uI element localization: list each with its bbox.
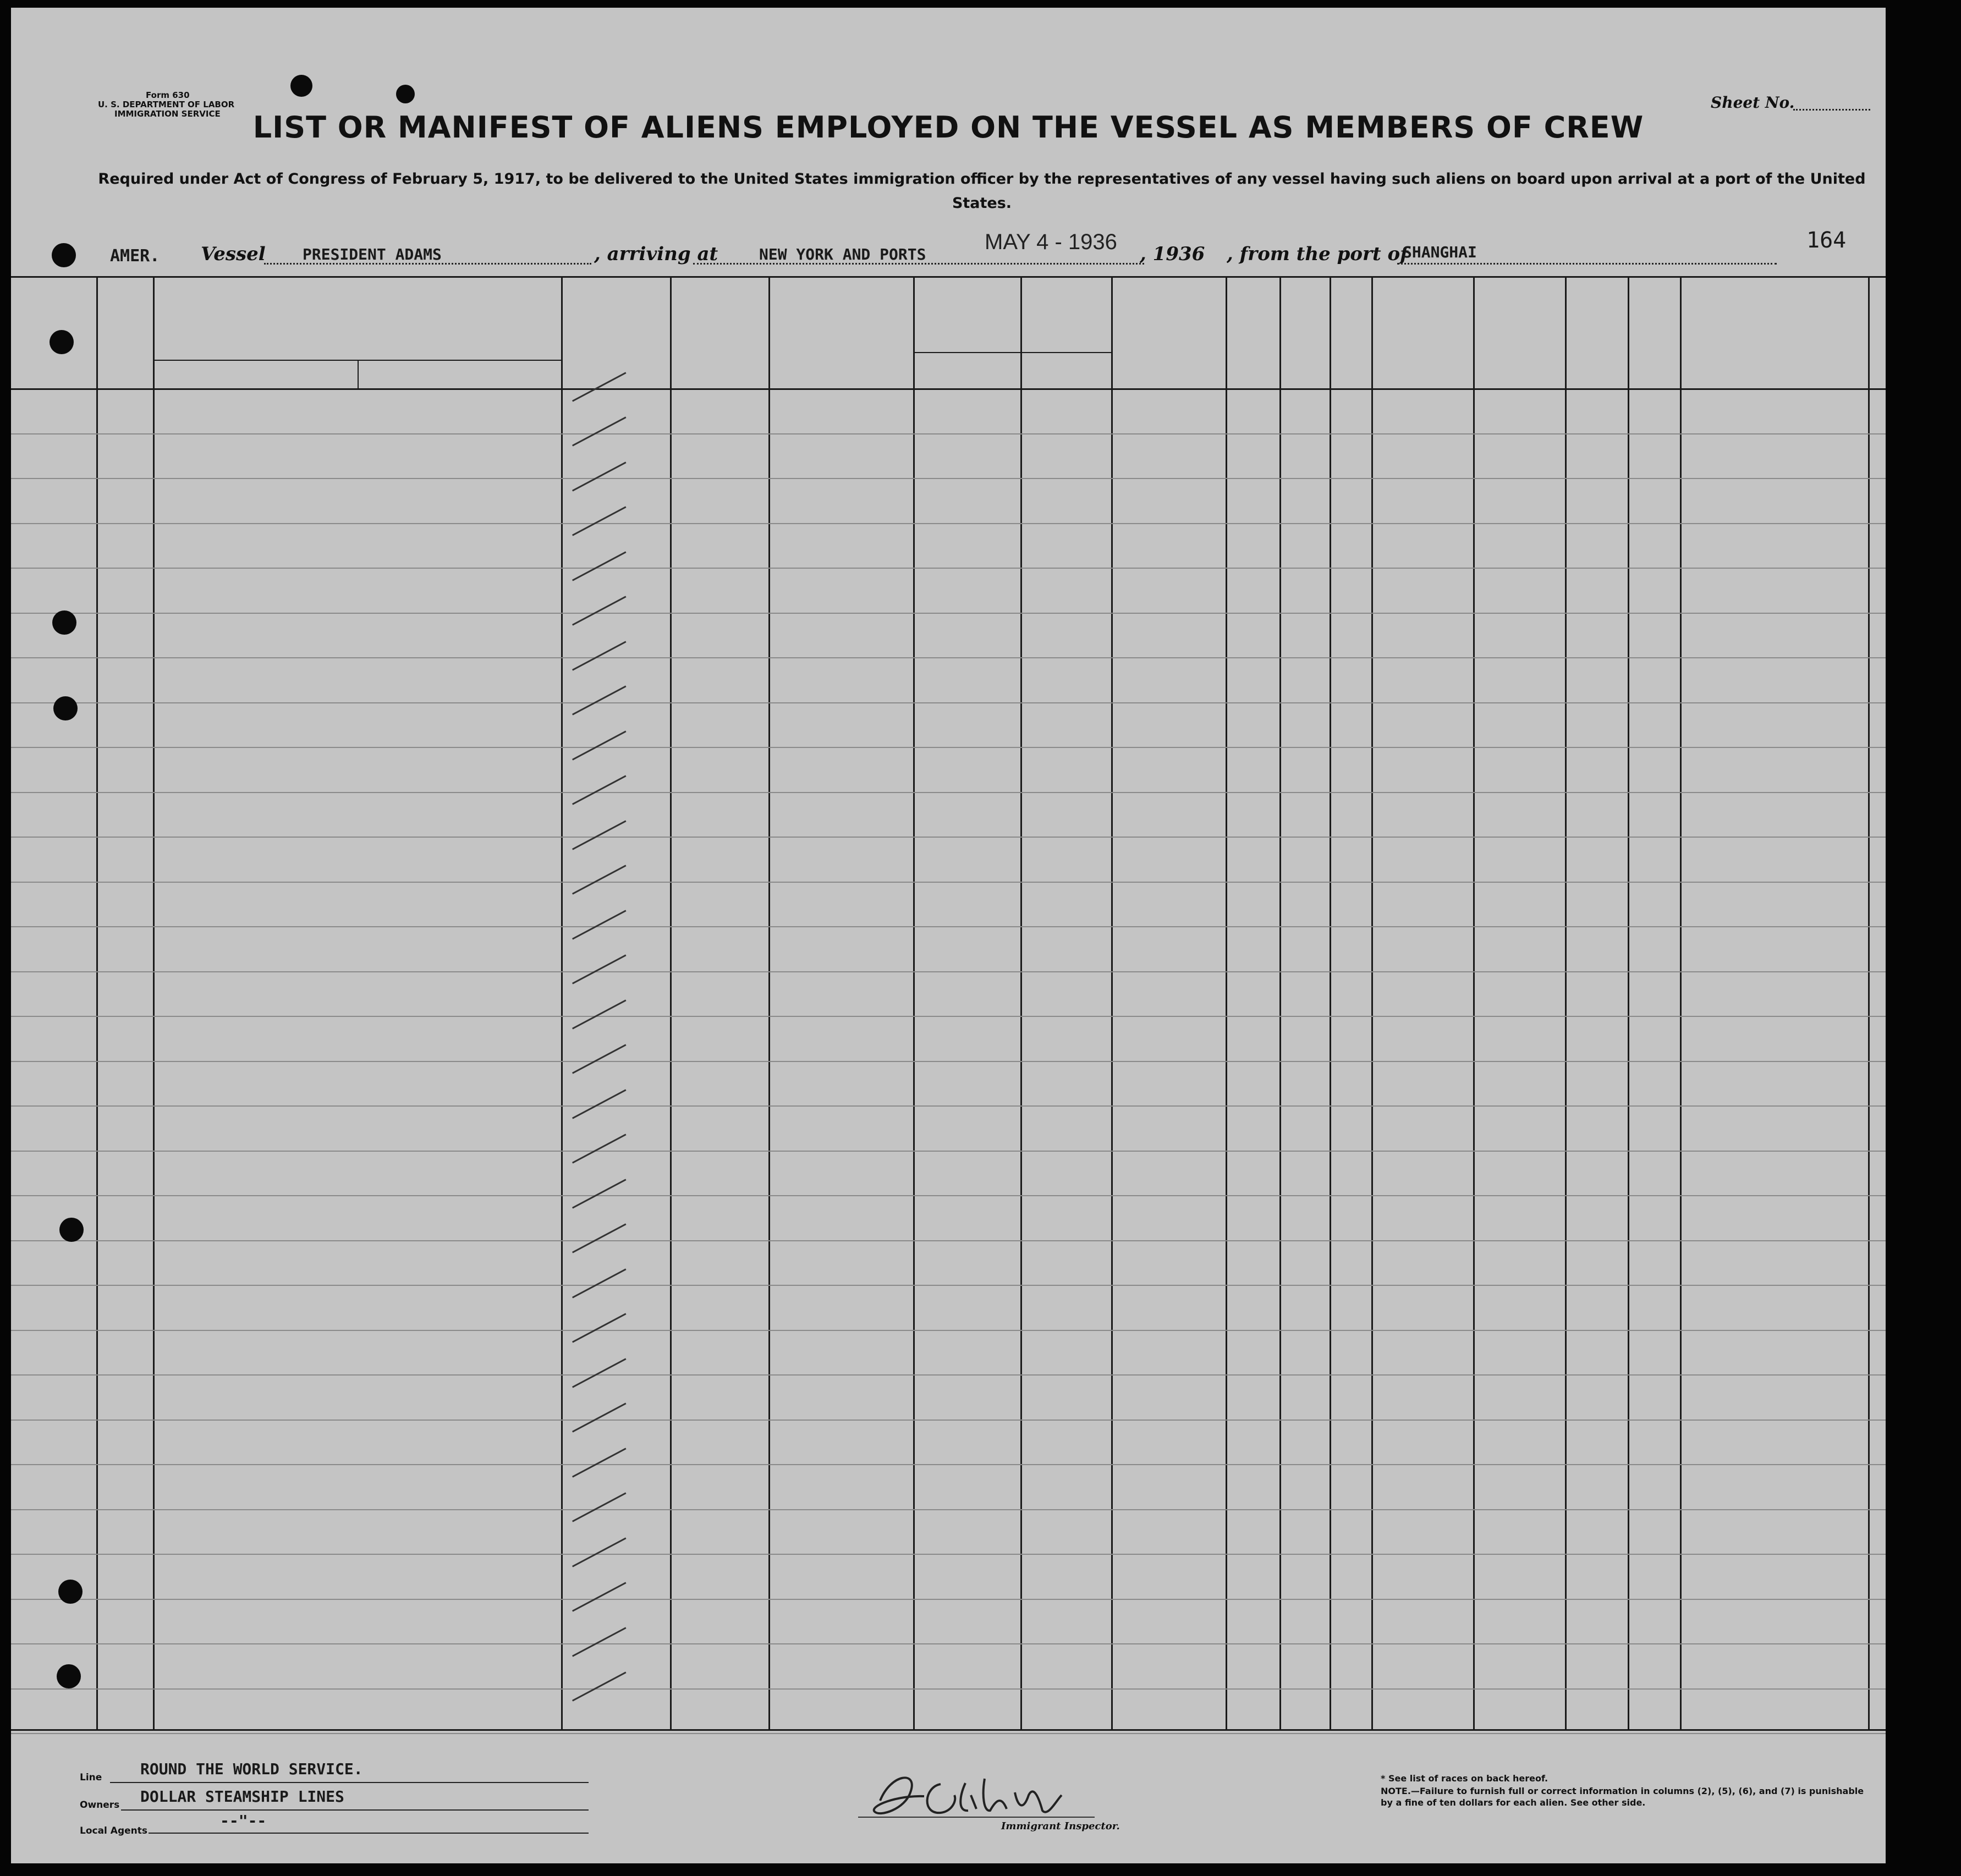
row-rule (11, 568, 1886, 569)
row-rule (11, 613, 1886, 614)
department: U. S. DEPARTMENT OF LABOR (98, 100, 235, 109)
row-rule (11, 1151, 1886, 1152)
manifest-sheet (11, 8, 1886, 1863)
id-card-dash (572, 685, 627, 715)
inspector-label: Immigrant Inspector. (1001, 1820, 1120, 1832)
page-subtitle: Required under Act of Congress of February 5, 1917, to be delivered to the United States immigration officer by the representatives of any vessel having such aliens on board upon arrival at a port of the United States. (98, 170, 1866, 212)
vessel-label: Vessel (201, 243, 266, 265)
id-card-dash (572, 551, 627, 581)
row-rule (11, 792, 1886, 793)
id-card-dash (572, 1671, 627, 1701)
agents-underline (149, 1833, 589, 1834)
id-card-dash (572, 641, 627, 670)
row-rule (11, 1105, 1886, 1107)
column-divider (96, 276, 98, 1730)
departure-port: SHANGHAI (1403, 243, 1477, 261)
id-card-dash (572, 1582, 627, 1611)
row-rule (11, 1420, 1886, 1421)
column-divider (1473, 276, 1475, 1730)
table-header-rule (11, 388, 1886, 390)
sheet-number-label: Sheet No. (1711, 93, 1795, 112)
service: IMMIGRATION SERVICE (114, 109, 221, 119)
row-rule (11, 1464, 1886, 1465)
owners-underline (121, 1809, 589, 1811)
row-rule (11, 1016, 1886, 1017)
row-rule (11, 1330, 1886, 1331)
row-rule (11, 1554, 1886, 1555)
owners-label: Owners (80, 1800, 120, 1811)
column-divider (913, 276, 915, 1730)
row-rule (11, 1374, 1886, 1376)
arriving-at: NEW YORK AND PORTS (759, 245, 926, 263)
id-card-dash (572, 1134, 627, 1163)
punch-hole (52, 243, 76, 267)
column-divider (1868, 276, 1870, 1730)
id-card-dash (572, 1223, 627, 1253)
arrival-year: , 1936 (1140, 243, 1205, 265)
page-number: 164 (1806, 228, 1847, 253)
punch-hole (52, 610, 76, 635)
agents-label: Local Agents (80, 1825, 148, 1836)
id-card-dash (572, 1089, 627, 1119)
row-rule (11, 926, 1886, 927)
column-divider (1111, 276, 1113, 1730)
date-stamp: MAY 4 - 1936 (985, 230, 1117, 254)
row-rule (11, 1599, 1886, 1600)
id-card-dash (572, 1448, 627, 1477)
row-rule (11, 657, 1886, 658)
punch-hole (59, 1218, 84, 1242)
from-port-label: , from the port of (1227, 243, 1408, 265)
punch-hole (58, 1580, 83, 1604)
column-divider (1020, 276, 1022, 1730)
row-rule (11, 478, 1886, 479)
row-rule (11, 702, 1886, 703)
column-divider (1565, 276, 1567, 1730)
id-card-dash (572, 1402, 627, 1432)
punch-hole (396, 85, 415, 103)
column-divider (1226, 276, 1227, 1730)
table-top-rule (11, 276, 1886, 278)
id-card-dash (572, 1044, 627, 1074)
row-rule (11, 1733, 1886, 1734)
id-card-dash (572, 910, 627, 939)
id-card-dash (572, 416, 627, 446)
punch-hole (57, 1664, 81, 1688)
races-note: * See list of races on back hereof. (1381, 1773, 1548, 1784)
port-underline (1397, 263, 1777, 265)
row-rule (11, 433, 1886, 434)
id-card-dash (572, 1537, 627, 1567)
id-card-dash (572, 372, 627, 401)
column-divider (1371, 276, 1373, 1730)
shipped-subheader-rule (913, 352, 1111, 353)
punch-hole (290, 75, 312, 97)
punch-hole (50, 330, 74, 354)
id-card-dash (572, 1268, 627, 1298)
punch-hole (53, 696, 78, 720)
line-underline (110, 1782, 589, 1783)
row-rule (11, 1643, 1886, 1644)
column-divider (153, 276, 155, 1730)
column-divider (1680, 276, 1682, 1730)
row-rule (11, 837, 1886, 838)
id-card-dash (572, 730, 627, 760)
row-rule (11, 971, 1886, 972)
name-subheader-rule (153, 360, 561, 361)
name-subheader-divider (358, 360, 359, 388)
form-number: Form 630 (146, 90, 190, 100)
column-divider (1330, 276, 1331, 1730)
id-card-dash (572, 1179, 627, 1208)
row-rule (11, 882, 1886, 883)
footer-rule (11, 1729, 1886, 1731)
agents-value: --"-- (220, 1812, 267, 1830)
id-card-dash (572, 596, 627, 625)
row-rule (11, 1061, 1886, 1062)
id-card-dash (572, 954, 627, 984)
id-card-dash (572, 461, 627, 491)
column-divider (1279, 276, 1281, 1730)
vessel-name: PRESIDENT ADAMS (303, 245, 442, 263)
row-rule (11, 1195, 1886, 1196)
page-title: LIST OR MANIFEST OF ALIENS EMPLOYED ON THE VESSEL AS MEMBERS OF CREW (252, 110, 1644, 145)
column-divider (670, 276, 672, 1730)
row-rule (11, 1285, 1886, 1286)
row-rule (11, 1509, 1886, 1510)
row-rule (11, 1240, 1886, 1241)
row-rule (11, 747, 1886, 748)
id-card-dash (572, 1358, 627, 1388)
id-card-dash (572, 775, 627, 805)
id-card-dash (572, 1313, 627, 1343)
column-divider (1628, 276, 1629, 1730)
column-divider (768, 276, 770, 1730)
id-card-dash (572, 506, 627, 536)
vessel-flag: AMER. (110, 246, 160, 266)
id-card-dash (572, 1492, 627, 1522)
penalty-note: NOTE.—Failure to furnish full or correct information in columns (2), (5), (6), and (7) is punishable by a fine of ten dollars for each alien. See other side. (1381, 1786, 1864, 1808)
id-card-dash (572, 999, 627, 1029)
arriving-label: , arriving at (594, 243, 718, 265)
id-card-dash (572, 820, 627, 850)
id-card-dash (572, 865, 627, 894)
line-label: Line (80, 1772, 102, 1783)
column-divider (561, 276, 563, 1730)
row-rule (11, 523, 1886, 524)
line-value: ROUND THE WORLD SERVICE. (140, 1760, 363, 1778)
id-card-dash (572, 1627, 627, 1657)
owners-value: DOLLAR STEAMSHIP LINES (140, 1787, 344, 1806)
row-rule (11, 1688, 1886, 1690)
